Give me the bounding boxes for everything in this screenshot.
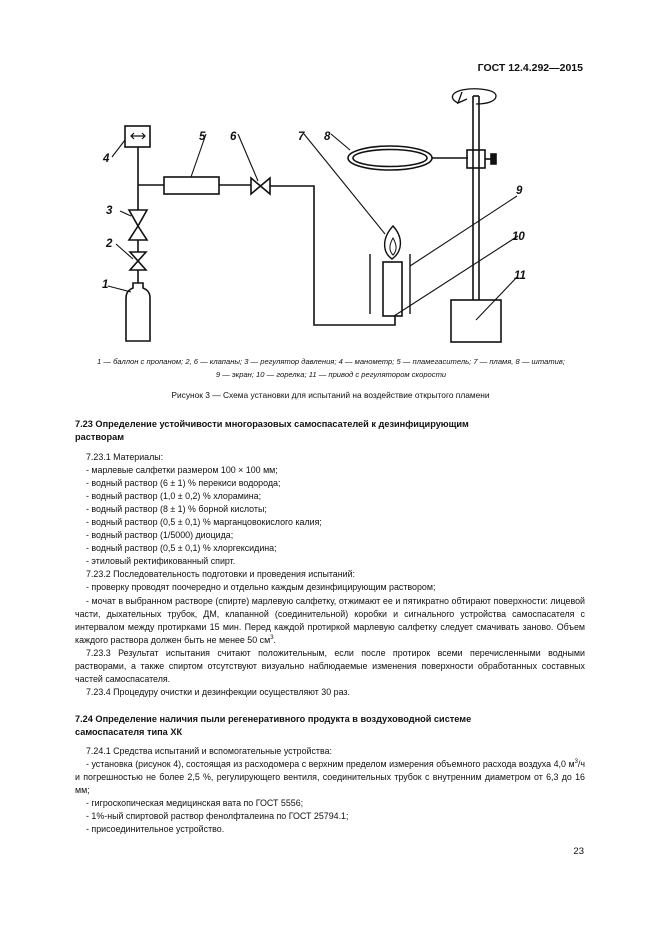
section-7-24-title-line-1: 7.24 Определение наличия пыли регенеративного продукта в воздуховодной системе <box>75 714 472 724</box>
setup-paragraph <box>75 758 585 797</box>
label-7: 7 <box>298 131 305 143</box>
flame-arrester <box>164 177 219 194</box>
list-item: - водный раствор (0,5 ± 0,1) % хлоргексидина; <box>86 543 277 554</box>
figure-caption: Рисунок 3 — Схема установки для испытаний на воздействие открытого пламени <box>171 390 490 400</box>
label-4: 4 <box>103 153 110 165</box>
page-number: 23 <box>573 846 584 857</box>
setup-text-a: - установка (рисунок 4), состоящая из расходомера с верхним пределом измерения объемного расхода воздуха 4,0 м <box>86 759 575 770</box>
list-item: - водный раствор (0,5 ± 0,1) % марганцовокислого калия; <box>86 517 322 528</box>
label-1: 1 <box>102 279 109 291</box>
intro-line: 7.24.1 Средства испытаний и вспомогательные устройства: <box>86 746 333 756</box>
repeat-line: 7.23.4 Процедуру очистки и дезинфекции осуществляют 30 раз. <box>86 686 350 697</box>
section-7-23-title-line-2: растворам <box>75 431 124 442</box>
list-item: - водный раствор (8 ± 1) % борной кислоты; <box>86 504 267 515</box>
list-item: - этиловый ректификованный спирт. <box>86 556 236 567</box>
setup-superscript: 3 <box>574 759 578 766</box>
cubic-superscript: 3 <box>270 634 274 641</box>
label-9: 9 <box>516 185 523 197</box>
valve-6 <box>251 178 270 194</box>
manometer-needle <box>131 133 145 139</box>
label-8: 8 <box>324 131 331 143</box>
label-10: 10 <box>512 231 525 243</box>
list-item: - водный раствор (6 ± 1) % перекиси водорода; <box>86 478 281 489</box>
stand-clamp <box>467 150 485 168</box>
list-item: - гигроскопическая медицинская вата по ГОСТ 5556; <box>86 798 304 809</box>
section-7-24-title-line-2: самоспасателя типа ХК <box>75 726 183 737</box>
document-header: ГОСТ 12.4.292—2015 <box>477 62 583 74</box>
list-item: - водный раствор (1/5000) диоцида; <box>86 530 234 541</box>
figure-legend-line-1: 1 — баллон с пропаном; 2, 6 — клапаны; 3 — регулятор давления; 4 — манометр; 5 — пламегаситель; 7 — пламя, 8 — штатив; <box>97 357 565 366</box>
section-7-24-title <box>75 713 585 738</box>
valve-2 <box>130 252 146 270</box>
pipe-to-burner <box>270 186 395 325</box>
wet-wipe-end: . <box>273 634 276 645</box>
section-7-23-title-line-1: 7.23 Определение устойчивости многоразовых самоспасателей к дезинфицирующим <box>75 419 469 429</box>
list-item: - 1%-ный спиртовой раствор фенолфталеина по ГОСТ 25794.1; <box>86 811 349 822</box>
label-6: 6 <box>230 131 237 143</box>
burner <box>383 262 402 316</box>
label-11: 11 <box>514 270 526 282</box>
wet-wipe-paragraph <box>75 595 585 647</box>
result-paragraph: 7.23.3 Результат испытания считают положительным, если после протирок всеми перечисленными водными растворами, а также спиртом отсутствуют визуально наблюдаемые изменения поверхности обработанных составных частей самоспасателя. <box>75 647 585 684</box>
list-item: 7.23.2 Последовательность подготовки и проведения испытаний: <box>86 569 356 580</box>
label-3: 3 <box>106 205 113 217</box>
list-item: 7.23.1 Материалы: <box>86 452 164 462</box>
drive-unit <box>451 300 501 342</box>
list-item: - присоединительное устройство. <box>86 824 225 835</box>
list-item: - марлевые салфетки размером 100 × 100 мм; <box>86 465 278 476</box>
label-5: 5 <box>199 131 206 143</box>
setup-text-b: /ч и погрешностью не более 2,5 %, регулирующего вентиля, соединительных трубок с внутренним диаметром от 6,3 до 16 мм; <box>75 759 585 796</box>
section-7-23-body <box>75 451 585 699</box>
wet-wipe-text: - мочат в выбранном растворе (спирте) марлевую салфетку, отжимают ее и пятикратно обтирают поверхности: лицевой части, дыхательных трубок, ДМ, клапанной (соединительной) коробки и сигнального устройства самоспасателя с интервалом между протирками 15 мин. Перед каждой протиркой марлевую салфетку следует смачивать заново. Объем каждого раствора должен быть не менее 50 см <box>75 595 585 645</box>
label-2: 2 <box>106 238 113 250</box>
list-item: - проверку проводят поочередно и отдельно каждым дезинфицирующим раствором; <box>86 582 436 593</box>
figure-legend-line-2: 9 — экран; 10 — горелка; 11 — привод с регулятором скорости <box>215 370 447 379</box>
list-item: - водный раствор (1,0 ± 0,2) % хлорамина; <box>86 491 262 502</box>
section-7-24-body <box>75 745 585 836</box>
test-setup-diagram <box>0 0 661 360</box>
section-7-23-title <box>75 418 585 443</box>
pressure-regulator <box>129 210 147 240</box>
